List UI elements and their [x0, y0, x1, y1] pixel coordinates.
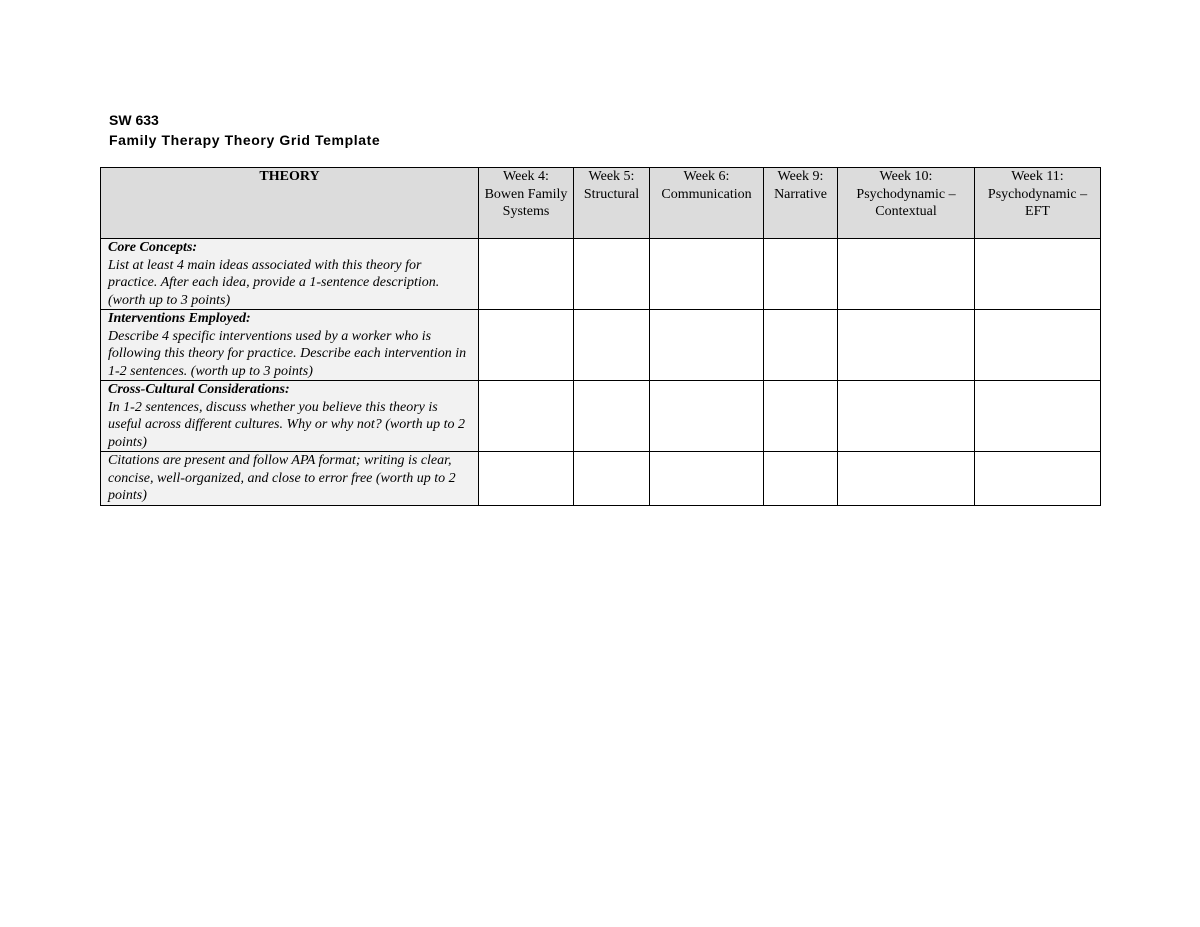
- grid-cell[interactable]: [479, 381, 574, 452]
- table-row: [101, 452, 1101, 506]
- grid-cell[interactable]: [479, 452, 574, 506]
- grid-cell[interactable]: [650, 239, 764, 310]
- grid-cell[interactable]: [838, 452, 975, 506]
- grid-cell[interactable]: [764, 381, 838, 452]
- grid-cell[interactable]: [479, 239, 574, 310]
- grid-cell[interactable]: [574, 310, 650, 381]
- criteria-cell-interventions: [101, 310, 479, 381]
- column-header-week-6: Week 6: Communication: [650, 168, 764, 239]
- grid-cell[interactable]: [764, 239, 838, 310]
- criteria-cell-citations: [101, 452, 479, 506]
- criteria-cell-cross-cultural: [101, 381, 479, 452]
- grid-cell[interactable]: [838, 381, 975, 452]
- column-header-week-4: Week 4: Bowen Family Systems: [479, 168, 574, 239]
- grid-cell[interactable]: [574, 239, 650, 310]
- grid-cell[interactable]: [650, 310, 764, 381]
- course-code: SW 633: [109, 112, 159, 128]
- grid-cell[interactable]: [764, 452, 838, 506]
- grid-cell[interactable]: [574, 381, 650, 452]
- grid-cell[interactable]: [975, 239, 1101, 310]
- header-row: [101, 168, 1101, 239]
- grid-cell[interactable]: [838, 239, 975, 310]
- criteria-description: Citations are present and follow APA format; writing is clear, concise, well-organized, and close to error free (worth up to 2 points): [108, 453, 456, 503]
- grid-cell[interactable]: [479, 310, 574, 381]
- grid-cell[interactable]: [574, 452, 650, 506]
- grid-cell[interactable]: [764, 310, 838, 381]
- column-header-week-9: Week 9: Narrative: [764, 168, 838, 239]
- column-header-week-11: Week 11: Psychodynamic – EFT: [975, 168, 1101, 239]
- grid-cell[interactable]: [650, 381, 764, 452]
- table-row: [101, 239, 1101, 310]
- grid-cell[interactable]: [838, 310, 975, 381]
- document-header: [109, 110, 380, 150]
- criteria-description: Describe 4 specific interventions used by a worker who is following this theory for practice. Describe each intervention in 1-2 sentences. (worth up to 3 points): [108, 328, 467, 379]
- theory-grid-table: [100, 167, 1101, 506]
- grid-cell[interactable]: [975, 381, 1101, 452]
- criteria-description: In 1-2 sentences, discuss whether you believe this theory is useful across different cultures. Why or why not? (worth up to 2 points): [108, 399, 465, 450]
- criteria-title: Cross-Cultural Considerations:: [108, 382, 290, 397]
- document-title: Family Therapy Theory Grid Template: [109, 132, 381, 148]
- criteria-description: List at least 4 main ideas associated with this theory for practice. After each idea, provide a 1-sentence description. (worth up to 3 points): [108, 257, 440, 308]
- column-header-theory: THEORY: [101, 168, 479, 239]
- criteria-title: Core Concepts:: [108, 240, 198, 255]
- grid-cell[interactable]: [975, 310, 1101, 381]
- criteria-cell-core-concepts: [101, 239, 479, 310]
- column-header-week-10: Week 10: Psychodynamic – Contextual: [838, 168, 975, 239]
- grid-cell[interactable]: [975, 452, 1101, 506]
- table-row: [101, 381, 1101, 452]
- criteria-title: Interventions Employed:: [108, 311, 251, 326]
- column-header-week-5: Week 5: Structural: [574, 168, 650, 239]
- table-row: [101, 310, 1101, 381]
- grid-cell[interactable]: [650, 452, 764, 506]
